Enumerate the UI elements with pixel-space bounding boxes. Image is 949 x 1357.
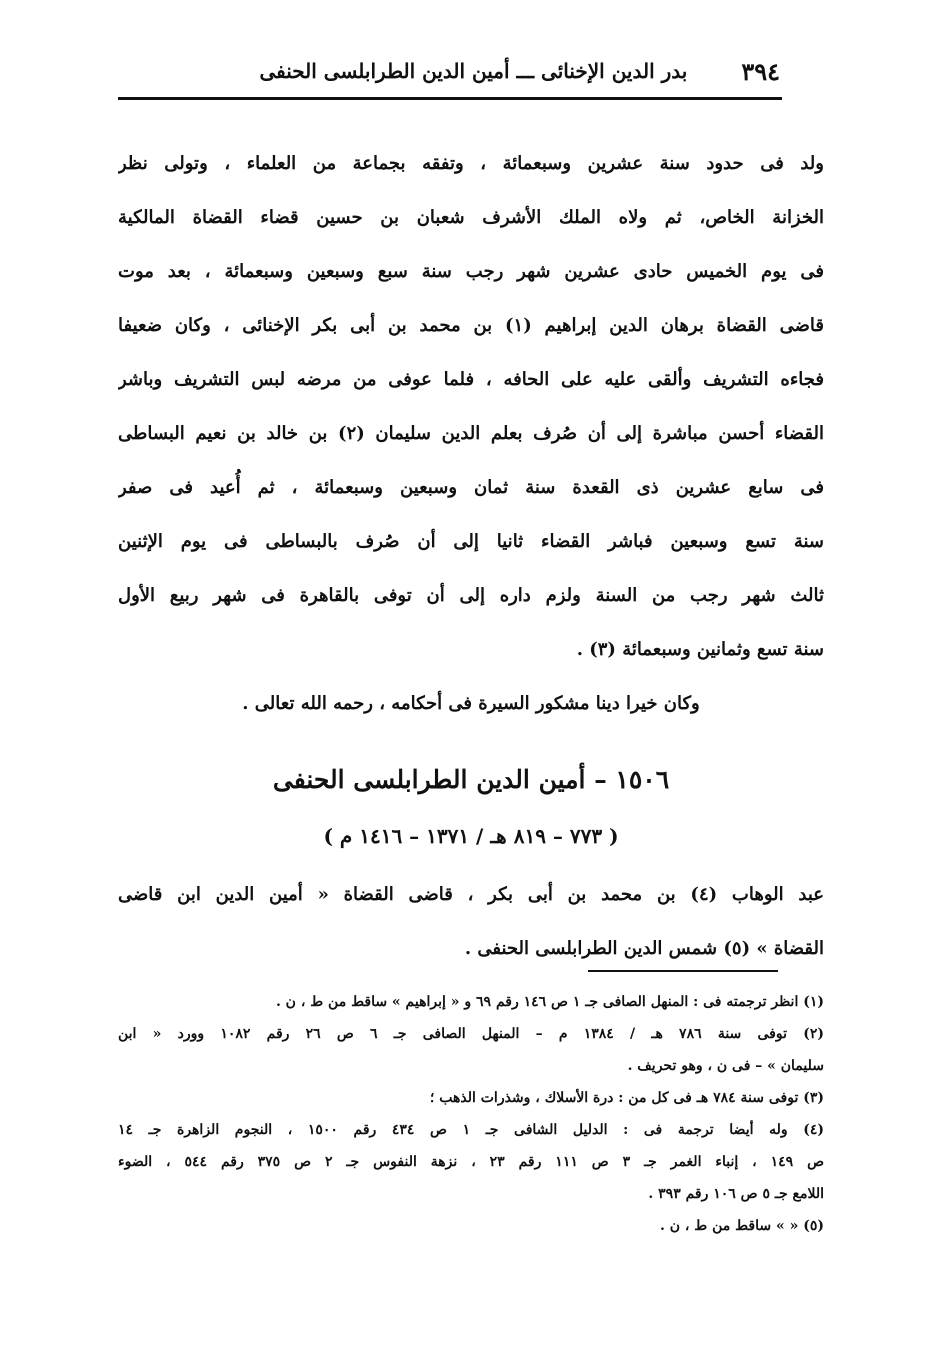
footnote-line: (٢) توفى سنة ٧٨٦ هـ / ١٣٨٤ م – المنهل الصافى جـ ٦ ص ٢٦ رقم ١٠٨٢ وورد « ابن: [118, 1026, 824, 1042]
entry-text: [118, 868, 824, 976]
text-line: ثالث شهر رجب من السنة ولزم داره إلى أن توفى بالقاهرة فى شهر ربيع الأول: [118, 585, 824, 606]
text-line: عبد الوهاب (٤) بن محمد بن أبى بكر ، قاضى القضاة « أمين الدين ابن قاضى: [118, 884, 824, 905]
running-title: بدر الدين الإخنائى ـــ أمين الدين الطرابلسى الحنفى: [259, 59, 688, 83]
text-line: القضاء أحسن مباشرة إلى أن صُرف بعلم الدين سليمان (٢) بن خالد بن نعيم البساطى: [118, 423, 824, 444]
text-line: قاضى القضاة برهان الدين إبراهيم (١) بن محمد بن أبى بكر الإخنائى ، وكان ضعيفا: [118, 315, 824, 336]
footnote-line: (٣) توفى سنة ٧٨٤ هـ فى كل من : درة الأسلاك ، وشذرات الذهب ؛: [429, 1090, 824, 1106]
text-line: فى يوم الخميس حادى عشرين شهر رجب سنة سبع وسبعين وسبعمائة ، بعد موت: [118, 261, 824, 282]
footnote-line: سليمان » – فى ن ، وهو تحريف .: [627, 1058, 824, 1074]
footnotes: [118, 986, 824, 1242]
text-line: ولد فى حدود سنة عشرين وسبعمائة ، وتفقه بجماعة من العلماء ، وتولى نظر: [118, 153, 824, 174]
footnote-line: (١) انظر ترجمته فى : المنهل الصافى جـ ١ ص ١٤٦ رقم ٦٩ و « إبراهيم » ساقط من ط ، ن .: [275, 994, 824, 1010]
footnote-line: (٤) وله أيضا ترجمة فى : الدليل الشافى جـ ١ ص ٤٣٤ رقم ١٥٠٠ ، النجوم الزاهرة جـ ١٤: [118, 1122, 824, 1138]
main-text: [118, 137, 824, 731]
footnote-line: اللامع جـ ٥ ص ١٠٦ رقم ٣٩٣ .: [648, 1186, 824, 1202]
page-number: ٣٩٤: [741, 56, 780, 86]
text-line: القضاة » (٥) شمس الدين الطرابلسى الحنفى .: [464, 938, 824, 959]
footnote-line: ص ١٤٩ ، إنباء الغمر جـ ٣ ص ١١١ رقم ٢٣ ، نزهة النفوس جـ ٢ ص ٣٧٥ رقم ٥٤٤ ، الضوء: [118, 1154, 824, 1170]
footnote-rule: [588, 970, 778, 972]
text-line: سنة تسع وسبعين فباشر القضاء ثانيا إلى أن صُرف بالبساطى فى يوم الإثنين: [118, 531, 824, 552]
text-line: الخزانة الخاص، ثم ولاه الملك الأشرف شعبان بن حسين قضاء القضاة المالكية: [118, 207, 824, 228]
text-line: سنة تسع وثمانين وسبعمائة (٣) .: [576, 639, 824, 660]
page-header: [118, 48, 782, 94]
entry-heading: ١٥٠٦ – أمين الدين الطرابلسى الحنفى: [272, 765, 670, 794]
text-line: فى سابع عشرين ذى القعدة سنة ثمان وسبعين وسبعمائة ، ثم أُعيد فى صفر: [118, 477, 824, 498]
text-line: فجاءه التشريف وألقى عليه على الحافه ، فلما عوفى من مرضه لبس التشريف وباشر: [118, 369, 824, 390]
entry-dates: ( ٧٧٣ – ٨١٩ هـ / ١٣٧١ – ١٤١٦ م ): [323, 824, 619, 848]
closing-line: وكان خيرا دينا مشكور السيرة فى أحكامه ، رحمه الله تعالى .: [242, 693, 700, 714]
header-rule: [118, 97, 782, 100]
footnote-line: (٥) « » ساقط من ط ، ن .: [659, 1218, 824, 1234]
